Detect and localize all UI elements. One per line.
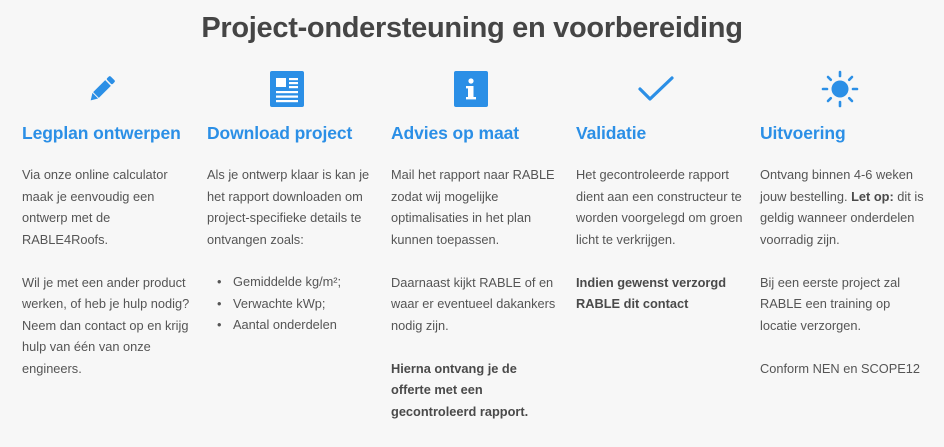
bullet: •	[217, 317, 222, 332]
step-execution	[760, 70, 928, 379]
paragraph: Ontvang binnen 4-6 weken jouw bestelling. Let op: dit is geldig wanneer onderdelen voorradig zijn.	[760, 167, 924, 247]
step-design-heading: Legplan ontwerpen	[22, 123, 181, 143]
paragraph: Via onze online calculator maak je eenvoudig een ontwerp met de RABLE4Roofs.	[22, 167, 168, 247]
paragraph-bold: Hierna ontvang je de offerte met een gecontroleerd rapport.	[391, 360, 529, 419]
step-execution-text	[760, 164, 928, 379]
step-download-text	[207, 164, 375, 336]
step-advice	[391, 70, 559, 422]
list-item: • Verwachte kWp;	[217, 293, 375, 315]
step-validation-heading: Validatie	[576, 123, 647, 143]
paragraph: Als je ontwerp klaar is kan je het rapport downloaden om project-specifieke details te ontvangen zoals:	[207, 167, 370, 247]
bullet: •	[217, 295, 222, 311]
page-title: Project-ondersteuning en voorbereiding	[201, 12, 743, 44]
document-icon	[203, 70, 371, 108]
step-execution-heading: Uitvoering	[760, 123, 846, 143]
steps-row	[22, 70, 922, 440]
list-item: • Aantal onderdelen	[217, 314, 375, 336]
checkmark-icon	[572, 70, 740, 108]
info-icon	[387, 70, 555, 108]
paragraph: Het gecontroleerde rapport dient aan een constructeur te worden voorgelegd om groen licht te verkrijgen.	[576, 167, 743, 247]
step-download-heading: Download project	[207, 123, 353, 143]
step-design	[22, 70, 190, 379]
step-design-text	[22, 164, 190, 379]
list-item: • Gemiddelde kg/m²;	[217, 271, 375, 293]
details-list	[207, 271, 375, 336]
paragraph: Wil je met een ander product werken, of heb je hulp nodig? Neem dan contact op en krijg hulp van één van onze engineers.	[22, 274, 190, 376]
paragraph: Daarnaast kijkt RABLE of en waar er eventueel dakankers nodig zijn.	[391, 274, 556, 333]
sun-icon	[756, 70, 924, 108]
step-validation-text	[576, 164, 744, 315]
paragraph: Mail het rapport naar RABLE zodat wij mogelijke optimalisaties in het plan kunnen toepassen.	[391, 167, 555, 247]
paragraph: Conform NEN en SCOPE12	[760, 360, 921, 376]
step-download	[207, 70, 375, 336]
pencil-icon	[18, 70, 186, 108]
step-advice-heading: Advies op maat	[391, 123, 519, 143]
bullet: •	[217, 274, 222, 289]
paragraph: Bij een eerste project zal RABLE een training op locatie verzorgen.	[760, 274, 901, 333]
step-validation	[576, 70, 744, 315]
paragraph-bold: Indien gewenst verzorgd RABLE dit contact	[576, 274, 727, 311]
step-advice-text	[391, 164, 559, 422]
